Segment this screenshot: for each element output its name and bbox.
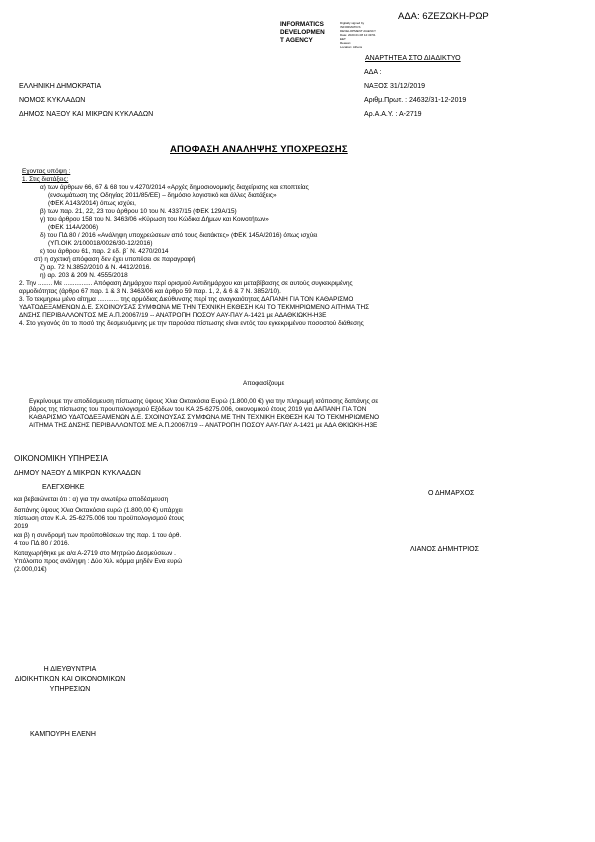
considering-item: γ) του άρθρου 158 του Ν. 3463/06 «Κύρωση του Κώδικα Δήμων και Κοινοτήτων»	[40, 216, 269, 223]
finance-line: 2019	[14, 523, 29, 530]
signature-detail: Reason:	[340, 41, 352, 45]
director-block	[0, 665, 140, 694]
decision-text	[29, 398, 379, 430]
signature-detail: EET	[340, 37, 346, 41]
decide-heading: Αποφασίζουμε	[243, 380, 285, 387]
finance-line: δαπάνης ύψους Χλια Οκτακόσια ευρώ (1.800,00 €) υπάρχει	[14, 507, 183, 514]
publish-label: ΑΝΑΡΤΗΤΕΑ ΣΤΟ ΔΙΑΔΙΚΤΥΟ	[365, 55, 461, 62]
considering-item: (ΦΕΚ Α143/2014) όπως ισχύει,	[48, 200, 136, 207]
finance-service-title: ΟΙΚΟΝΟΜΙΚΗ ΥΠΗΡΕΣΙΑ	[14, 454, 108, 463]
header-date: ΝΑΞΟΣ 31/12/2019	[364, 83, 426, 90]
finance-line: πίστωση στον Κ.Α. 25-6275.006 του προϋπολογισμού έτους	[14, 515, 185, 522]
considering-item: (ΦΕΚ 114Α/2006)	[48, 224, 99, 231]
digital-signature-stamp	[280, 21, 325, 45]
director-services: ΥΠΗΡΕΣΙΩΝ	[49, 686, 91, 693]
finance-line: 4 του ΠΔ 80 / 2016.	[14, 540, 70, 547]
document-title: ΑΠΟΦΑΣΗ ΑΝΑΛΗΨΗΣ ΥΠΟΧΡΕΩΣΗΣ	[170, 144, 348, 155]
considering-item: ζ) αρ. 72 Ν.3852/2010 & Ν. 4412/2016.	[40, 264, 152, 271]
finance-line: (2.000,01€)	[14, 566, 47, 573]
director-title: Η ΔΙΕΥΘΥΝΤΡΙΑ	[43, 666, 97, 673]
considering-item: ΥΔΑΤΟΔΕΞΑΜΕΝΩΝ Δ.Ε. ΣΧΟΙΝΟΥΣΑΣ ΣΥΜΦΩΝΑ ΜΕ ΤΗΝ ΤΕΧΝΙΚΗ ΕΚΘΕΣΗ ΚΑΙ ΤΟ ΤΕΚΜΗΡΙΩΜΕΝΟ ΑΙΤΗΜΑ ΤΗΣ	[19, 304, 370, 311]
ada-header: ΑΔΑ: 6ΖΕΖΩΚΗ-ΡΩΡ	[398, 11, 489, 22]
header-protocol: Αριθμ.Πρωτ. : 24632/31-12-2019	[364, 97, 467, 104]
considering-section	[19, 168, 370, 328]
decision-line: ΑΙΤΗΜΑ ΤΗΣ ΔΝΣΗΣ ΠΕΡΙΒΑΛΛΟΝΤΟΣ ΜΕ Α.Π.20067/19 -- ΑΝΑΤΡΟΠΗ ΠΟΣΟΥ ΑΑΥ-ΠΑΥ Α-1421 με ΑΔΑ ΘΚΙΩΚΗ-Η3Ε	[29, 422, 378, 429]
considering-item: 2. Την ........ Με ................ Απόφαση Δημάρχου περί ορισμού Αντιδημάρχου και μεταβίβασης σε αυτούς συγκεκριμένης	[19, 280, 353, 287]
finance-line: Υπόλοιπο προς ανάληψη : Δύο Χιλ. κόμμα μηδέν Ενα ευρώ	[14, 558, 183, 565]
director-department: ΔΙΟΙΚΗΤΙΚΩΝ ΚΑΙ ΟΙΚΟΝΟΜΙΚΩΝ	[14, 676, 126, 683]
decision-line: βάρος της πίστωσης του προυπολογισμού Εξόδων του ΚΑ 25-6275.006, οικονομικού έτους 2019 για ΔΑΠΑΝΗ ΓΙΑ ΤΟΝ	[29, 406, 367, 413]
signature-org-line2: DEVELOPMEN	[280, 29, 325, 36]
finance-line: και βεβαιώνεται ότι : α) για την ανωτέρω αποδέσμευση	[14, 496, 169, 503]
mayor-title: Ο ΔΗΜΑΡΧΟΣ	[428, 490, 475, 497]
header-prefecture: ΝΟΜΟΣ ΚΥΚΛΑΔΩΝ	[19, 97, 86, 104]
considering-item: ε) του άρθρου 61, παρ. 2 εδ. β΄ Ν. 4270/2014	[40, 248, 169, 255]
finance-municipality: ΔΗΜΟΥ ΝΑΞΟΥ Δ ΜΙΚΡΩΝ ΚΥΚΛΑΔΩΝ	[14, 470, 141, 477]
decision-line: Εγκρίνουμε την αποδέσμευση πίστωσης ύψους Χλια Οκτακόσια Ευρώ (1.800,00 €) για την πληρωμή ισόποσης δαπάνης σε	[29, 398, 379, 405]
considering-item: στ) η σχετική απόφαση δεν έχει υποπέσει σε παραγραφή	[34, 256, 196, 263]
header-municipality: ΔΗΜΟΣ ΝΑΞΟΥ ΚΑΙ ΜΙΚΡΩΝ ΚΥΚΛΑΔΩΝ	[19, 111, 154, 118]
considering-item: 1. Στις διατάξεις:	[22, 176, 69, 183]
signature-details	[340, 21, 376, 49]
considering-item: αρμοδιότητας (άρθρο 67 παρ. 1 & 3 Ν. 3463/06 και άρθρο 59 παρ. 1, 2, & 6 & 7 Ν. 3852/10).	[19, 288, 281, 295]
signature-org-line1: INFORMATICS	[280, 21, 324, 28]
considering-item: η) αρ. 203 & 209 Ν. 4555/2018	[40, 272, 128, 279]
header-left	[19, 82, 153, 119]
considering-item: δ) του ΠΔ 80 / 2016 «Ανάληψη υποχρεώσεων από τους διατάκτες» (ΦΕΚ 145Α/2016) όπως ισχύει	[40, 232, 318, 239]
header-ada: ΑΔΑ :	[364, 69, 382, 76]
finance-checked: ΕΛΕΓΧΘΗΚΕ	[42, 484, 85, 491]
header-aay: Αρ.Α.Α.Υ. : Α-2719	[364, 111, 422, 118]
considering-heading: Εχοντας υπόψη :	[22, 168, 71, 175]
decision-line: ΚΑΘΑΡΙΣΜΟ ΥΔΑΤΟΔΕΞΑΜΕΝΩΝ Δ.Ε. ΣΧΟΙΝΟΥΣΑΣ ΣΥΜΦΩΝΑ ΜΕ ΤΗΝ ΤΕΧΝΙΚΗ ΕΚΘΕΣΗ ΚΑΙ ΤΟ ΤΕΚΜΗΡΙΩΜΕΝΟ	[29, 414, 380, 421]
finance-line: Καταχωρήθηκε με α/α Α-2719 στο Μητρώο Δεσμεύσεων .	[14, 550, 176, 557]
considering-item: 4. Στο γεγονός ότι το ποσό της δεσμευόμενης με την παρούσα πίστωσης είναι εντός του εγκεκριμένου ποσοστού διάθεσης	[19, 320, 364, 327]
signature-detail: Digitally signed by	[340, 21, 365, 25]
header-republic: ΕΛΛΗΝΙΚΗ ΔΗΜΟΚΡΑΤΙΑ	[19, 83, 102, 90]
signature-detail: INFORMATICS	[340, 25, 361, 29]
signature-detail: DEVELOPMENT AGENCY	[340, 29, 376, 33]
considering-item: (ενσωμάτωση της Οδηγίας 2011/85/ΕΕ) – δημόσιο λογιστικό και άλλες διατάξεις»	[48, 192, 277, 199]
finance-verification-text	[14, 496, 184, 574]
finance-line: και β) η συνδρομή των προϋποθέσεων της παρ. 1 του άρθ.	[14, 532, 182, 539]
considering-item: 3. Το τεκμηριω μένο αίτημα ............ της αρμόδιας Διεύθυνσης περί της αναγκαιότητας ΔΑΠΑΝΗ ΓΙΑ ΤΟΝ ΚΑΘΑΡΙΣΜΟ	[19, 296, 354, 303]
considering-item: β) των παρ. 21, 22, 23 του άρθρου 10 του Ν. 4337/15 (ΦΕΚ 129Α/15)	[40, 208, 237, 215]
signature-detail: Location: Athens	[340, 45, 363, 49]
considering-item: ΔΝΣΗΣ ΠΕΡΙΒΑΛΛΟΝΤΟΣ ΜΕ Α.Π.20067/19 -- ΑΝΑΤΡΟΠΗ ΠΟΣΟΥ ΑΑΥ-ΠΑΥ Α-1421 με ΑΔΑΘΚΙΩΚΗ-Η3Ε	[19, 312, 327, 319]
signature-detail: Date: 2020.01.08 12:49:51	[340, 33, 376, 37]
considering-item: α) των άρθρων 66, 67 & 68 του ν.4270/2014 «Αρχές δημοσιονομικής διαχείρισης και εποπτείας	[40, 184, 309, 191]
considering-item: (ΥΠ.ΟΙΚ 2/100018/0026/30-12/2016)	[48, 240, 153, 247]
director-name: ΚΑΜΠΟΥΡΗ ΕΛΕΝΗ	[30, 731, 96, 738]
header-right	[364, 68, 466, 119]
mayor-name: ΛΙΑΝΟΣ ΔΗΜΗΤΡΙΟΣ	[410, 546, 479, 553]
signature-org-line3: T AGENCY	[280, 37, 313, 44]
